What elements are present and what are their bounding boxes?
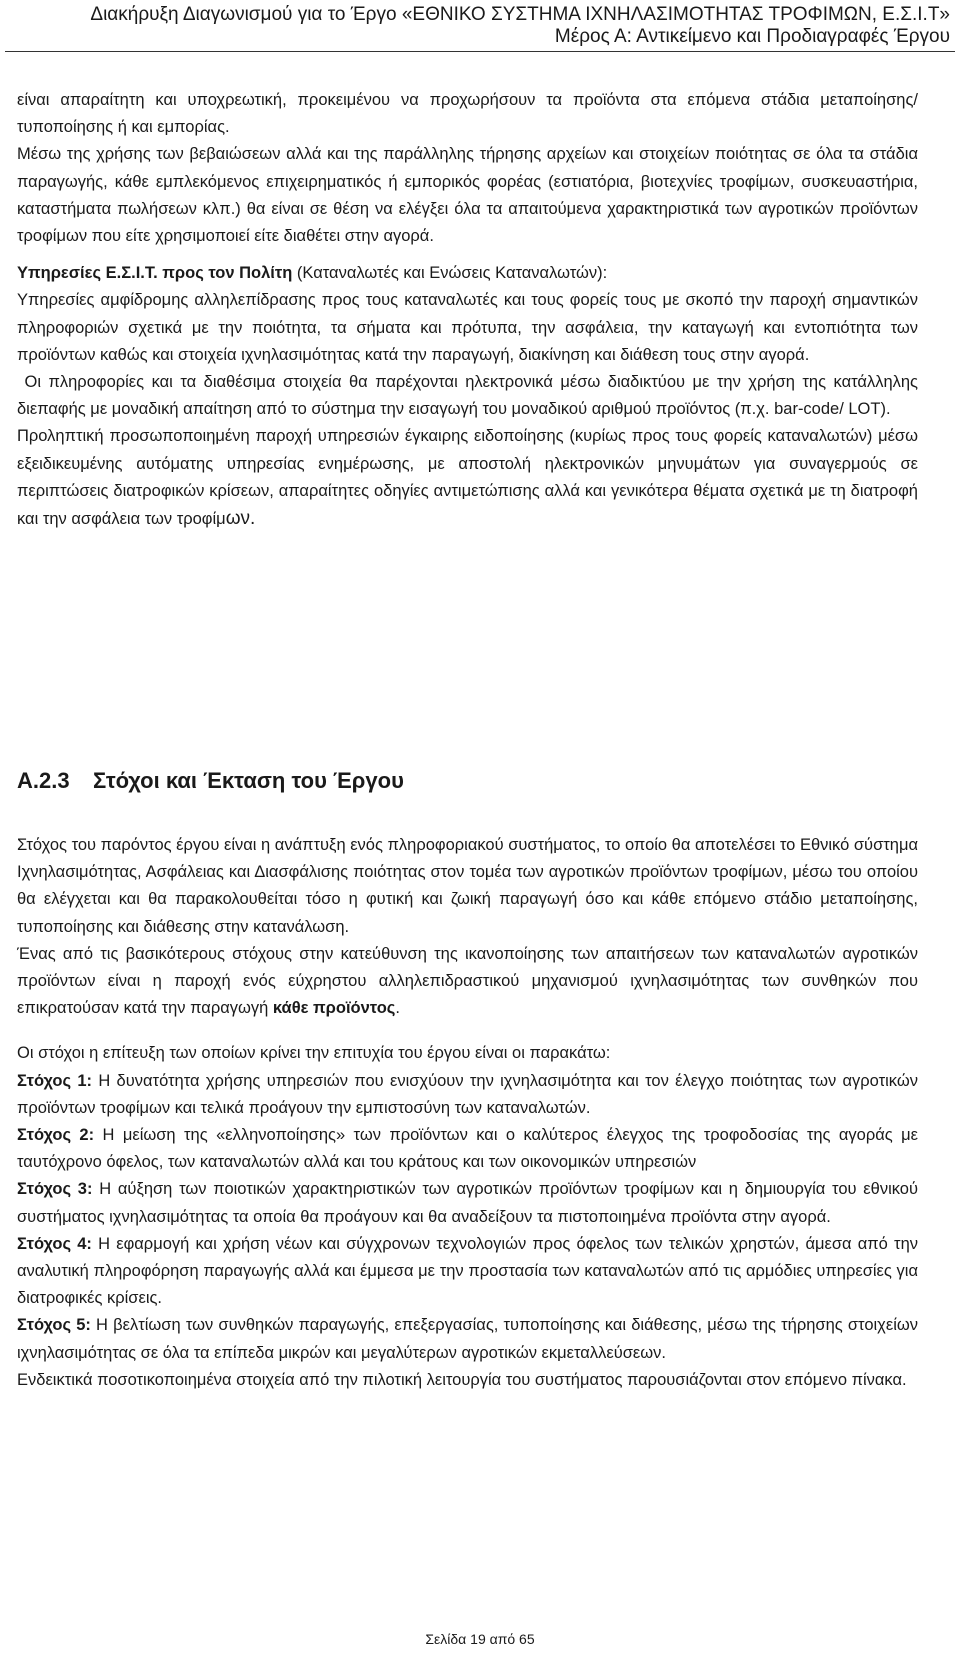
goal-text: Η μείωση της «ελληνοποίησης» των προϊόντων και ο καλύτερος έλεγχος της τροφοδοσίας της αγοράς με ταυτόχρονο όφελος, των καταναλωτών αλλά και του κράτους και των οικονομικών υπηρεσιών bbox=[17, 1126, 918, 1172]
goal-item bbox=[17, 1122, 918, 1176]
paragraph bbox=[17, 941, 918, 1023]
goal-text: Η δυνατότητα χρήσης υπηρεσιών που ενισχύουν την ιχνηλασιμότητα και τον έλεγχο ποιότητας των αγροτικών προϊόντων τροφίμων και τελικά προάγουν την εμπιστοσύνη των καταναλωτών. bbox=[17, 1071, 918, 1117]
header-title: Διακήρυξη Διαγωνισμού για το Έργο «ΕΘΝΙΚΟ ΣΥΣΤΗΜΑ ΙΧΝΗΛΑΣΙΜΟΤΗΤΑΣ ΤΡΟΦΙΜΩΝ, Ε.Σ.Ι.Τ» bbox=[90, 4, 950, 25]
section-heading bbox=[17, 766, 404, 796]
goal-label: Στόχος 3: bbox=[17, 1180, 93, 1199]
services-heading: Υπηρεσίες Ε.Σ.Ι.Τ. προς τον Πολίτη bbox=[17, 264, 293, 283]
goal-item bbox=[17, 1312, 918, 1366]
paragraph bbox=[17, 260, 918, 287]
goal-label: Στόχος 2: bbox=[17, 1126, 95, 1145]
section-body-2 bbox=[17, 832, 918, 1394]
page-header bbox=[0, 0, 960, 50]
goal-item bbox=[17, 1176, 918, 1230]
services-heading-rest: (Καταναλωτές και Ενώσεις Καταναλωτών): bbox=[292, 264, 608, 283]
paragraph bbox=[17, 423, 918, 533]
paragraph: Μέσω της χρήσης των βεβαιώσεων αλλά και της παράλληλης τήρησης αρχείων και στοιχείων ποιότητας σε όλα τα στάδια παραγωγής, κάθε εμπλεκόμενος επιχειρηματικός ή εμπορικός φορέας (εστιατόρια, βιοτεχνίες τροφίμων, συσκευαστήρια, καταστήματα πωλήσεων κλπ.) θα είναι σε θέση να ελέγξει όλα τα απαιτούμενα χαρακτηριστικά των αγροτικών προϊόντων τροφίμων που είτε χρησιμοποιεί είτε διαθέτει στην αγορά. bbox=[17, 145, 918, 246]
section-title: Στόχοι και Έκταση του Έργου bbox=[93, 768, 404, 793]
section-number: Α.2.3 bbox=[17, 768, 70, 793]
page-number: Σελίδα 19 από 65 bbox=[425, 1631, 535, 1647]
goal-label: Στόχος 5: bbox=[17, 1316, 91, 1335]
paragraph-bold: κάθε προϊόντος bbox=[272, 999, 396, 1018]
paragraph: Οι στόχοι η επίτευξη των οποίων κρίνει την επιτυχία του έργου είναι οι παρακάτω: bbox=[17, 1044, 611, 1063]
paragraph-text: Προληπτική προσωποποιημένη παροχή υπηρεσιών έγκαιρης ειδοποίησης (κυρίως προς τους φορείς καταναλωτών) μέσω εξειδικευμένης αυτόματης υπηρεσίας ενημέρωσης, με αποστολή ηλεκτρονικών μηνυμάτων για συναγερμούς σε περιπτώσεις διατροφικών κρίσεων, απαραίτητες οδηγίες αντιμετώπισης αλλά και γενικότερα θέματα σχετικά με τη διατροφή και την ασφάλεια των τροφίμ bbox=[17, 427, 918, 529]
paragraph: Οι πληροφορίες και τα διαθέσιμα στοιχεία θα παρέχονται ηλεκτρονικά μέσω διαδικτύου με την χρήση της κατάλληλης διεπαφής με μοναδική απαίτηση από το σύστημα την εισαγωγή του μοναδικού αριθμού προϊόντος (π.χ. bar-code/ LOT). bbox=[17, 373, 923, 419]
paragraph-text-end: . bbox=[395, 999, 400, 1018]
goal-text: Η βελτίωση των συνθηκών παραγωγής, επεξεργασίας, τυποποίησης και διάθεσης, μέσω της τήρησης στοιχείων ιχνηλασιμότητας σε όλα τα επίπεδα μικρών και μεγαλύτερων αγροτικών εκμεταλλεύσεων. bbox=[17, 1316, 918, 1362]
goal-label: Στόχος 1: bbox=[17, 1071, 93, 1090]
goal-label: Στόχος 4: bbox=[17, 1234, 92, 1253]
goal-item bbox=[17, 1231, 918, 1313]
section-body-1 bbox=[17, 87, 923, 533]
paragraph: Υπηρεσίες αμφίδρομης αλληλεπίδρασης προς τους καταναλωτές και τους φορείς τους με σκοπό την παροχή σημαντικών πληροφοριών σχετικά με την ποιότητα, τα σήματα και πρότυπα, την ασφάλεια, την καταγωγή και εντοπιότητα των προϊόντων καθώς και στοιχεία ιχνηλασιμότητας κατά την παραγωγή, διακίνηση και διάθεση τους στην αγορά. bbox=[17, 291, 918, 364]
paragraph: Ενδεικτικά ποσοτικοποιημένα στοιχεία από την πιλοτική λειτουργία του συστήματος παρουσιάζονται στον επόμενο πίνακα. bbox=[17, 1370, 907, 1389]
header-subtitle: Μέρος Α: Αντικείμενο και Προδιαγραφές Έργου bbox=[554, 26, 950, 47]
paragraph-text: Ένας από τις βασικότερους στόχους στην κατεύθυνση της ικανοποίησης των απαιτήσεων των καταναλωτών αγροτικών προϊόντων είναι η παροχή ενός εύχρηστου αλληλεπιδραστικού μηχανισμού ιχνηλασιμότητας των συνθηκών που επικρατούσαν κατά την παραγωγή bbox=[17, 944, 918, 1018]
paragraph: Στόχος του παρόντος έργου είναι η ανάπτυξη ενός πληροφοριακού συστήματος, το οποίο θα αποτελέσει το Εθνικό σύστημα Ιχνηλασιμότητας, Ασφάλειας και Διασφάλισης ποιότητας στον τομέα των αγροτικών προϊόντων τροφίμων, μέσω του οποίου θα ελέγχεται και θα παρακολουθείται τόσο η φυτική και ζωική παραγωγή όσο και κάθε επόμενο στάδιο μεταποίησης, τυποποίησης και διάθεσης στην κατανάλωση. bbox=[17, 836, 918, 936]
paragraph-text-end: ων. bbox=[225, 508, 256, 530]
header-divider bbox=[5, 51, 955, 52]
goal-text: Η εφαρμογή και χρήση νέων και σύγχρονων τεχνολογιών προς όφελος των τελικών χρηστών, άμεσα από την αναλυτική πληροφόρηση παραγωγής αλλά και έμμεσα με την προστασία των καταναλωτών από τις αρμόδιες υπηρεσίες για διατροφικές κρίσεις. bbox=[17, 1234, 918, 1308]
paragraph: είναι απαραίτητη και υποχρεωτική, προκειμένου να προχωρήσουν τα προϊόντα στα επόμενα στάδια μεταποίησης/τυποποίησης ή και εμπορίας. bbox=[17, 91, 918, 137]
goal-text: Η αύξηση των ποιοτικών χαρακτηριστικών των αγροτικών προϊόντων τροφίμων και η δημιουργία του εθνικού συστήματος ιχνηλασιμότητας τα οποία θα προάγουν και θα αναδείξουν τα πιστοποιημένα προϊόντα στην αγορά. bbox=[17, 1180, 918, 1226]
goal-item bbox=[17, 1068, 918, 1122]
